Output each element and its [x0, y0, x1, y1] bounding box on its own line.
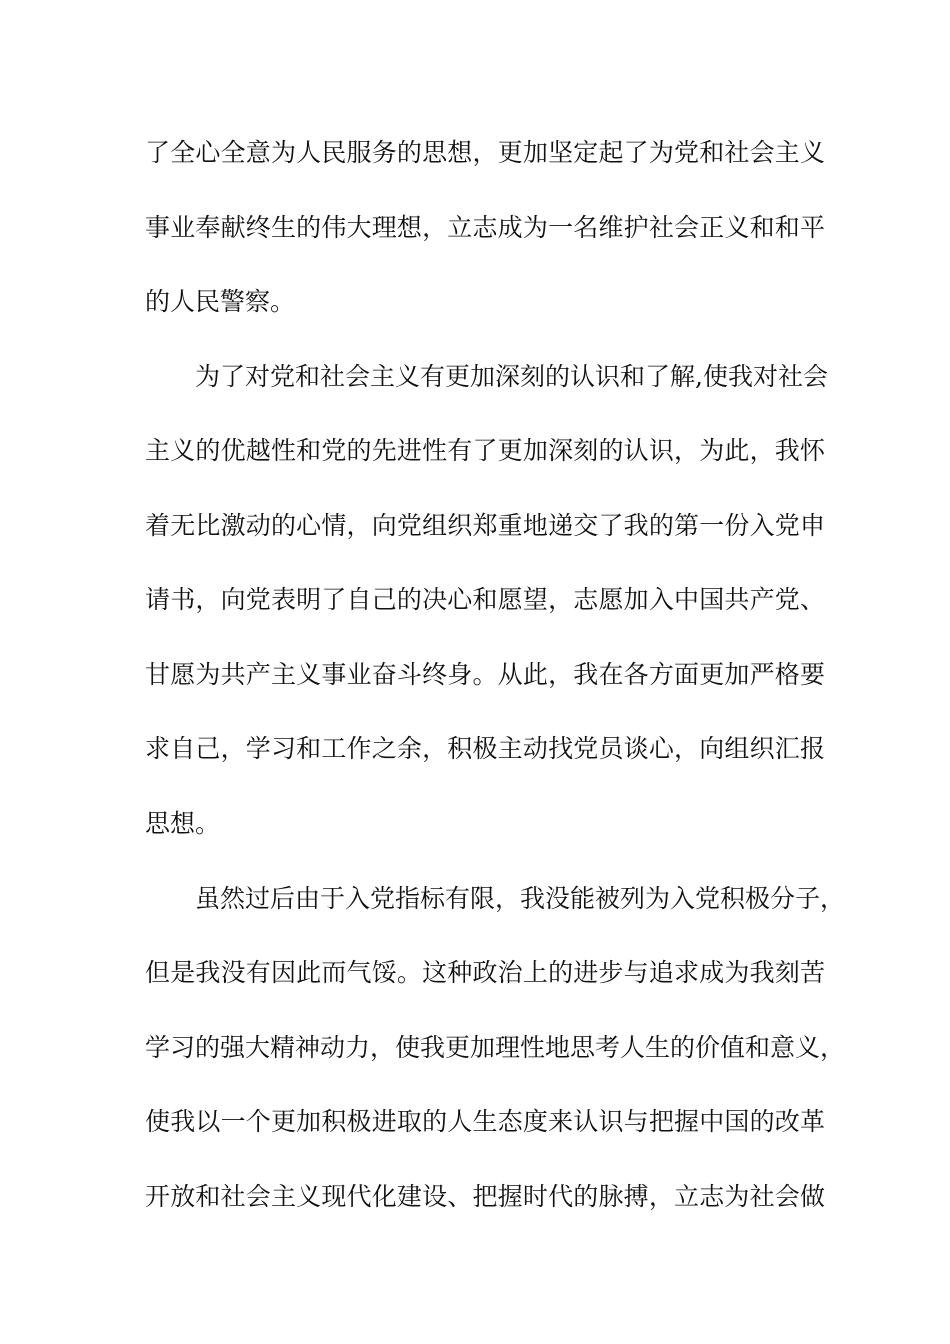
text-line: 使我以一个更加积极进取的人生态度来认识与把握中国的改革: [145, 1107, 825, 1136]
text-line: 求自己，学习和工作之余，积极主动找党员谈心，向组织汇报: [145, 734, 825, 763]
text-line: 请书，向党表明了自己的决心和愿望，志愿加入中国共产党、: [145, 585, 825, 614]
text-line: 思想。: [145, 809, 221, 838]
text-line: 甘愿为共产主义事业奋斗终身。从此，我在各方面更加严格要: [145, 660, 825, 689]
text-line: 学习的强大精神动力，使我更加理性地思考人生的价值和意义，: [145, 1033, 846, 1062]
paragraph-first-line: 为了对党和社会主义有更加深刻的认识和了解,使我对社会: [195, 362, 828, 391]
text-line: 主义的优越性和党的先进性有了更加深刻的认识，为此，我怀: [145, 436, 825, 465]
text-line: 但是我没有因此而气馁。这种政治上的进步与追求成为我刻苦: [145, 958, 825, 987]
text-line: 事业奉献终生的伟大理想，立志成为一名维护社会正义和和平: [145, 213, 825, 242]
text-line: 着无比激动的心情，向党组织郑重地递交了我的第一份入党申: [145, 511, 825, 540]
text-line: 开放和社会主义现代化建设、把握时代的脉搏，立志为社会做: [145, 1182, 825, 1211]
text-line: 的人民警察。: [145, 287, 296, 316]
paragraph-first-line: 虽然过后由于入党指标有限，我没能被列为入党积极分子，: [195, 884, 846, 913]
text-line: 了全心全意为人民服务的思想，更加坚定起了为党和社会主义: [145, 138, 825, 167]
